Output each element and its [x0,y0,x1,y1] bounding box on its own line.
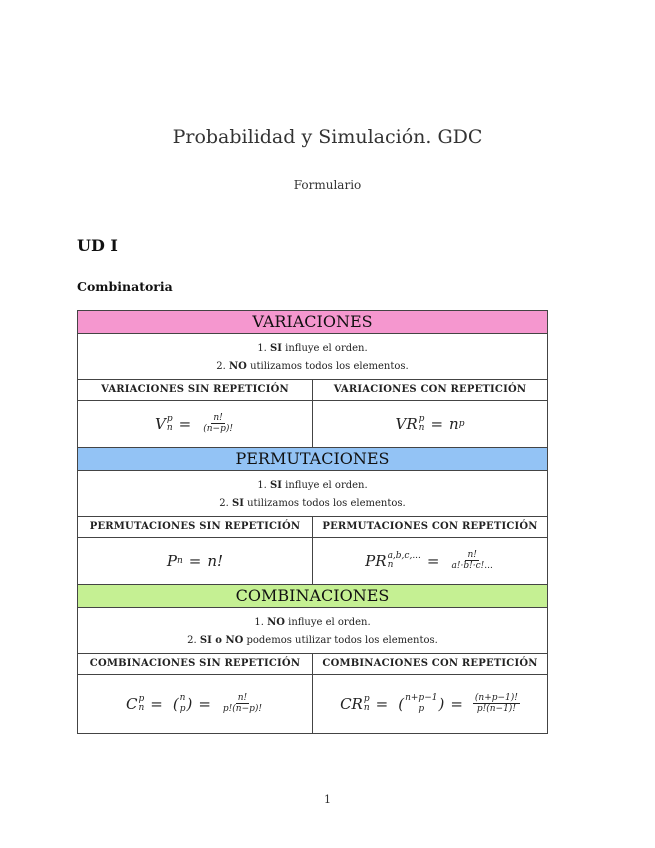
rule-1: 1. SI influye el orden. [257,480,368,491]
subsection-heading: Combinatoria [77,279,173,294]
variaciones-sin-cell [78,380,312,447]
cell-caption: VARIACIONES CON REPETICIÓN [313,380,547,401]
cell-caption: VARIACIONES SIN REPETICIÓN [78,380,312,401]
combinaciones-rules [77,608,548,653]
permutaciones-table [77,516,548,585]
formula-v-sin: V p n = $\frac{n!}{(n-p)!}$ [155,413,233,434]
formula-p-con: PR a,b,c,... n = $\frac{n!}{a!\cdot b!\cdot c!...}$ [365,550,493,571]
rule-2: 2. SI utilizamos todos los elementos. [219,498,406,509]
section-heading: UD I [77,236,118,255]
page-number: 1 [324,793,331,806]
cell-caption: PERMUTACIONES CON REPETICIÓN [313,517,547,538]
cell-caption: PERMUTACIONES SIN REPETICIÓN [78,517,312,538]
combinaciones-heading: COMBINACIONES [77,585,548,608]
page-title: Probabilidad y Simulación. GDC [172,126,483,148]
formula-c-sin: C p n = ( n p ) = $\frac{n!}{p!(n-p)!}$ [125,693,263,714]
combinaciones-sin-cell [78,654,312,733]
formula-c-con: CR p n = ( n+p−1 p ) = $\frac{(n+p-1)!}{p!(n-1)!}$ [340,693,518,714]
rule-1: 1. NO influye el orden. [254,617,371,628]
permutaciones-con-cell [312,517,547,584]
cell-caption: COMBINACIONES CON REPETICIÓN [313,654,547,675]
formula-sheet [77,310,548,734]
rule-2: 2. SI o NO podemos utilizar todos los elementos. [187,635,438,646]
permutaciones-sin-cell [78,517,312,584]
cell-caption: COMBINACIONES SIN REPETICIÓN [78,654,312,675]
variaciones-heading: VARIACIONES [77,310,548,334]
permutaciones-rules [77,471,548,516]
formula-v-con: VR p n = n p [395,414,465,433]
variaciones-con-cell [312,380,547,447]
variaciones-table [77,379,548,448]
page-subtitle: Formulario [293,178,362,192]
variaciones-rules [77,334,548,379]
permutaciones-heading: PERMUTACIONES [77,448,548,471]
combinaciones-table [77,653,548,734]
rule-2: 2. NO utilizamos todos los elementos. [216,361,409,372]
rule-1: 1. SI influye el orden. [257,343,368,354]
combinaciones-con-cell [312,654,547,733]
formula-p-sin: P n = n! [166,552,224,570]
